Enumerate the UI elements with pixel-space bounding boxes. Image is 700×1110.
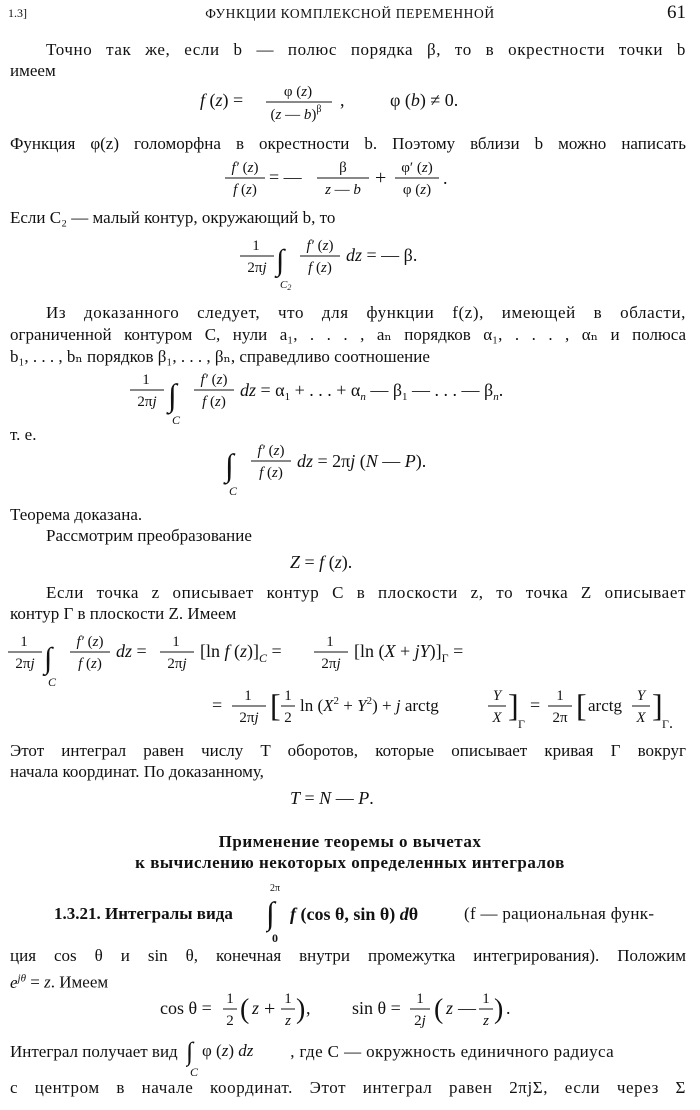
equation-argument-principle [0,438,700,503]
svg-text:φ (z): φ (z) [402,182,432,198]
svg-text:]: ] [508,687,519,723]
svg-text:z: z [446,998,454,1018]
svg-text:f′ (z): f′ (z) [257,443,285,459]
svg-text:1: 1 [284,991,292,1007]
svg-text:1: 1 [284,688,292,704]
paragraph-line: Рассмотрим преобразование [46,526,252,545]
svg-text:]: ] [652,687,663,723]
equation-cos-sin [0,988,700,1041]
text-fragment: , где C — окружность единичного радиуса [290,1042,615,1061]
svg-text:[ln (X + jY)]Г =: [ln $(X + jY)]_Г$ = [354,641,464,665]
svg-text:1: 1 [416,991,424,1007]
svg-text:z: z [252,998,260,1018]
svg-text:[: [ [270,687,281,723]
svg-text:2π: 2π [270,883,281,894]
svg-text:C: C [48,675,57,688]
paragraph-line: Теорема доказана. [10,505,143,524]
svg-text:cos θ =: cos θ = [160,998,212,1018]
svg-text:0: 0 [272,931,278,944]
svg-text:φ′ (z): φ′ (z) [401,160,433,176]
paragraph-line: начала координат. По доказанному, [10,762,264,781]
svg-text:f (z): f (z) [78,656,102,672]
paragraph-line: b₁, . . . , bₙ порядков β₁, . . . , βₙ, справедливо соотношение [10,347,430,366]
svg-text:sin θ =: sin θ = [352,998,401,1018]
section-number: 1.3] [8,6,27,20]
svg-text:X: X [636,710,646,726]
svg-text:f (z): f (z) [308,260,332,276]
svg-text:=: = [212,695,223,715]
svg-text:Z = f (z).: Z = f (z). [290,552,353,572]
svg-text:∫: ∫ [44,642,53,675]
svg-text:∫: ∫ [266,895,275,931]
svg-text:arctg: arctg [588,696,622,715]
paragraph-line: с центром в начале координат. Этот интеграл равен 2πjΣ, если через Σ [10,1078,686,1097]
svg-text:2πj: 2πj [321,656,341,672]
svg-text:,: , [340,90,345,110]
svg-text:): ) [494,994,504,1025]
paragraph-line [10,1037,686,1079]
svg-text:.: . [443,168,448,188]
page-number: 61 [667,2,686,23]
svg-text:f (cos θ, sin θ) dθ: f (cos θ, sin θ) dθ [290,904,419,924]
svg-text:—: — [458,998,476,1018]
svg-text:1: 1 [326,634,334,650]
svg-text:dz =: dz = [116,641,147,661]
svg-text:2j: 2j [414,1013,426,1029]
svg-text:1: 1 [252,238,260,254]
svg-text:(: ( [240,994,250,1025]
paragraph-line: Точно так же, если b — полюс порядка β, то в окрестности точки b [46,40,686,59]
svg-text:1: 1 [244,688,252,704]
svg-text:z: z [285,1013,291,1029]
running-title: ФУНКЦИИ КОМПЛЕКСНОЙ ПЕРЕМЕННОЙ [205,6,495,21]
svg-text:f (z): f (z) [202,394,226,410]
paragraph-line: Если точка z описывает контур C в плоскости z, то точка Z описывает [46,583,686,602]
svg-text:2: 2 [226,1013,234,1029]
svg-text:1: 1 [226,991,234,1007]
svg-text:dz = 2πj (N — P).: dz = 2πj (N — P). [297,451,427,471]
svg-text:[ln f (z)]C =: [ln f $(z)]_C$ = [200,641,282,665]
subsection-tail: (f — рациональная функ- [464,904,655,923]
subsection-number: 1.3.21. Интегралы вида [54,904,233,923]
svg-text:f (z) =: f (z) = [200,90,244,110]
paragraph-line: $e^{j\theta} = z$. Имеем [10,972,109,992]
svg-text:f (z): f (z) [233,182,257,198]
svg-text:dz = α1 + . . . + αn — β1 — .: dz = $\alpha_1$ + . . . + $\alpha_n$ — $\beta_1$ — . . . — $\beta_n$. [240,380,504,403]
paragraph-line: контур Г в плоскости Z. Имеем [10,604,237,623]
svg-text:φ (b) ≠ 0.: φ (b) ≠ 0. [390,90,459,110]
svg-text:1: 1 [172,634,180,650]
svg-text:2πj: 2πj [167,656,187,672]
svg-text:2πj: 2πj [247,260,267,276]
svg-text:,: , [306,998,311,1018]
svg-text:φ (z) dz: φ (z) dz [201,1041,254,1060]
svg-text:f′ (z): f′ (z) [231,160,259,176]
svg-text:2πj: 2πj [15,656,35,672]
svg-text:): ) [296,994,306,1025]
paragraph-line: Если C₂ — малый контур, окружающий b, то [10,208,336,227]
svg-text:2πj: 2πj [137,394,157,410]
svg-text:∫: ∫ [225,447,234,483]
svg-text:f′ (z): f′ (z) [306,238,334,254]
equation-winding-number [0,784,700,815]
svg-text:C2: C2 [280,279,292,292]
paragraph-line: ция cos θ и sin θ, конечная внутри промежутка интегрирования). Положим [10,946,686,965]
svg-text:C: C [189,1065,198,1079]
svg-text:z — b: z — b [325,182,361,198]
text-fragment: Интеграл получает вид [10,1042,178,1061]
svg-text:T = N — P.: T = N — P. [290,788,374,808]
svg-text:C: C [229,484,238,498]
paragraph-line: Функция φ(z) голоморфна в окрестности b. Поэтому вблизи b можно написать [10,134,686,153]
equation-transformation [0,548,700,579]
svg-text:1: 1 [556,688,564,704]
section-heading: Применение теоремы о вычетах [218,832,482,851]
svg-text:Г: Г [518,717,525,731]
svg-text:(z — b)β: (z — b)$^\beta$ [270,104,322,123]
svg-text:f′ (z): f′ (z) [200,372,228,388]
svg-text:β: β [339,160,347,176]
paragraph-line: т. е. [10,425,37,444]
svg-text:+: + [375,167,387,189]
svg-text:= —: = — [269,167,302,187]
section-heading: к вычислению некоторых определенных интегралов [135,853,565,872]
svg-text:X: X [492,710,502,726]
svg-text:z: z [483,1013,489,1029]
svg-text:[: [ [576,687,587,723]
svg-text:dz = — β.: dz = — β. [346,245,418,265]
equation-winding-line2 [212,684,692,741]
svg-text:2π: 2π [552,710,568,726]
svg-text:2πj: 2πj [239,710,259,726]
svg-text:1: 1 [142,372,150,388]
svg-text:.: . [506,998,511,1018]
paragraph-line: ограниченной контуром C, нули a₁, . . . , aₙ порядков α₁, . . . , αₙ и полюса [10,325,686,344]
paragraph-line: Из доказанного следует, что для функции f(z), имеющей в области, [46,303,686,322]
paragraph-line: Этот интеграл равен числу T оборотов, которые описывает кривая Г вокруг [10,741,686,760]
svg-text:∫: ∫ [168,377,177,413]
svg-text:Y: Y [636,688,646,704]
svg-text:f (z): f (z) [259,465,283,481]
svg-text:2: 2 [284,710,292,726]
svg-text:Г.: Г. [662,715,673,732]
svg-text:=: = [530,695,541,715]
svg-text:∫: ∫ [185,1037,194,1066]
equation-pole-form [0,82,700,129]
svg-text:f′ (z): f′ (z) [76,634,104,650]
svg-text:1: 1 [482,991,490,1007]
svg-text:∫: ∫ [276,244,285,277]
equation-contour-c2 [0,234,700,295]
paragraph-line: имеем [10,61,56,80]
equation-zeros-poles-sum [0,368,700,431]
svg-text:ln (X2 + Y2) + j arctg: $\ln (X^2 + Y^2) + j$ arctg [300,695,439,715]
svg-text:C: C [172,413,181,427]
svg-text:φ (z): φ (z) [283,84,313,100]
svg-text:+: + [264,998,276,1020]
svg-text:Y: Y [492,688,502,704]
svg-text:(: ( [434,994,444,1025]
svg-text:1: 1 [20,634,28,650]
equation-log-derivative [0,158,700,205]
